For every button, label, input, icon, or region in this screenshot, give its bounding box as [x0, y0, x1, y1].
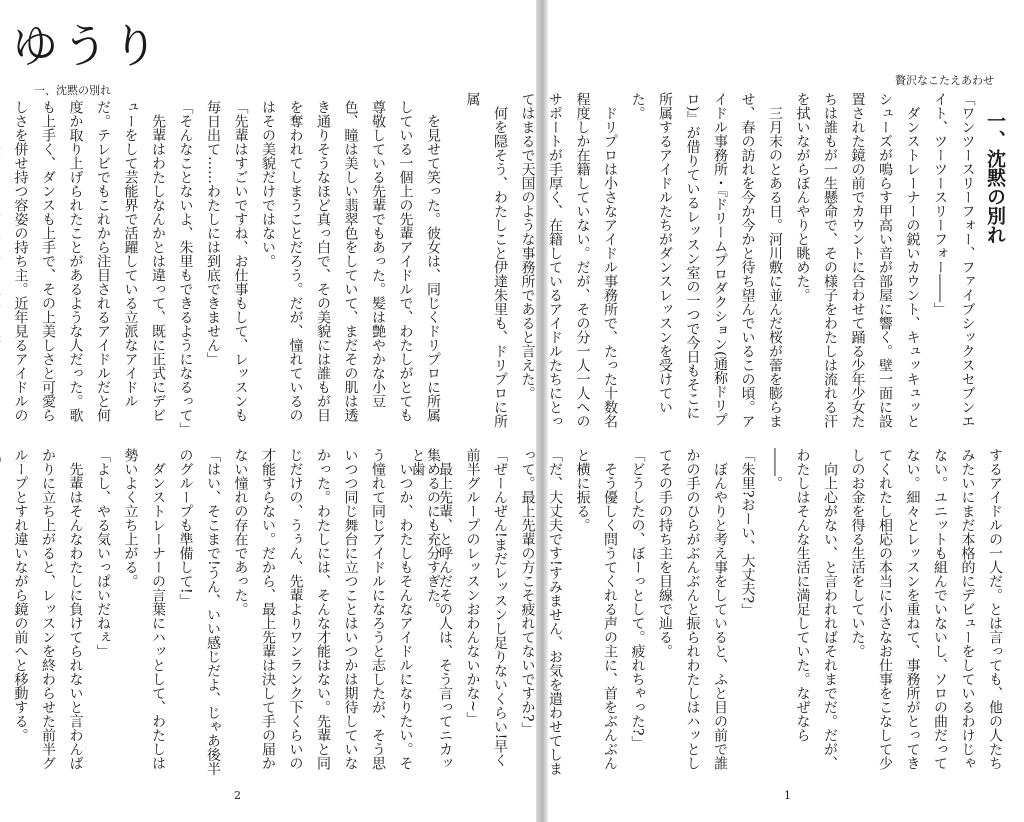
paragraph: するアイドルの一人だ。とは言っても、他の人たちみたいにまだ本格的にデビューをしているわけじゃない。ユニットも組んでいないし、ソロの曲だってない。細々とレッスンを重ねて、事務所がとってきてくれたし相応の本当に小さなお仕事をこなして少しのお金を得る生活をしていた。: [849, 448, 1003, 770]
paragraph: いつか、わたしもそんなアイドルになりたい。そう憧れて同じアイドルになろうと志したが、そう思いつつ同じ舞台に立つことはいつかは期待していなかった。わたしには、そんな才能はない。先輩と同じだけの、うぅん、先輩よりワンランク下くらいの才能すらない。だから、最上先輩は決して手の届かない憧れの存在であった。: [232, 448, 414, 770]
page-number-right: 1: [784, 789, 791, 802]
paragraph: 向上心がない、と言われればそれまでだ。だが、わたしはそんな生活に満足していた。なぜなら――。: [767, 448, 838, 770]
left-lower-text-block: [12, 448, 446, 778]
paragraph: ぼんやりと考え事をしていると、ふと目の前で誰かの手のひらがぶんぶんと振られわたしはハッとしてその手の持ち主を目線で辿る。: [657, 448, 728, 770]
paragraph: ドリプロは小さなアイドル事務所で、たった十数名程度しか在籍していない。だが、その分一人一人へのサポートが手厚く、在籍しているアイドルたちにとってはまるで天国のような事務所であると言えた。: [519, 92, 618, 428]
document-title: ゆうり: [12, 19, 162, 73]
paragraph: を見せて笑った。彼女は、同じくドリプロに所属している一個上の先輩アイドルで、わたしがとても尊敬している先輩でもあった。髪は艶やかな小豆色、瞳は美しい翡翠色をしていて、まだその肌は透き通りそうなほど真っ白で、その美貌には誰もが目を奪われてしまうことだろう。だが、憧れているのはその美貌だけではない。: [260, 100, 441, 422]
dialogue-line: 「ワンツースリーフォー、ファイブシックスセブンエイト、ツーツースリーフォー――」: [932, 92, 976, 428]
paragraph: 三月末のとある日。河川敷に並んだ桜が蕾を膨らませ、春の訪れを今か今かと待ち望んでいるこの頃。アイドル事務所・『ドリームプロダクション(通称ドリプロ)』が借りているレッスン室の一つで今日もそこに所属するアイドルたちがダンスレッスンを受けていた。: [629, 92, 783, 428]
right-upper-text-block: [464, 92, 1008, 432]
paragraph: ダンストレーナーの言葉にハッとして、わたしは勢いよく立ち上がる。: [122, 448, 166, 770]
dialogue-line: 「はい、そこまで!うん、いい感じだよ、じゃあ後半のグループも準備して!」: [177, 448, 221, 776]
paragraph: 集めるのにも充分すぎた。: [425, 448, 441, 616]
paragraph: 先輩はそんなわたしに負けてられないと言わんばかりに立ち上がると、レッスンを終わらせた前半グループとすれ違いながら鏡の前へと移動する。: [12, 448, 84, 770]
dialogue-line: 「よし、やる気いっぱいだねぇ」: [95, 448, 111, 658]
paragraph: 何を隠そう、わたしこと伊達朱里も、ドリプロに所属: [464, 92, 508, 428]
left-upper-text-block: [12, 100, 446, 436]
dialogue-line: 「朱里?おーい、大丈夫?」: [739, 448, 756, 618]
dialogue-line: 「だ、大丈夫です!すみません、お気を遣わせてしまって。最上先輩の方こそ疲れてないですか?」: [519, 448, 563, 776]
left-running-header: 一、沈黙の別れ: [34, 84, 111, 97]
paragraph: そう優しく問うてくれる声の主に、首をぶんぶんと横に振る。: [574, 448, 618, 770]
dialogue-line: 「先輩はすごいですね、お仕事もして、レッスンも毎日出て……わたしには到底できません」: [205, 100, 249, 422]
dialogue-line: 「そんなことないよ、朱里もできるようになるって」: [177, 100, 194, 436]
paragraph: ダンストレーナーの鋭いカウント、キュッキュッとシューズが鳴らす甲高い音が部屋に響く。壁一面に設置された鏡の前でカウントに合わせて踊る少年少女たちは誰もが一生懸命で、その様子をわたしは流れる汗を拭いながらぼんやりと眺めた。: [794, 92, 921, 428]
paragraph: 最上先輩、と呼んだその人は、そう言ってニカッと歯: [409, 448, 453, 770]
chapter-title: 一、沈黙の別れ: [984, 111, 1006, 244]
page-number-left: 2: [234, 789, 241, 802]
right-running-header: 贅沢なこたえあわせ: [895, 74, 994, 87]
paragraph: 先輩はわたしなんかとは違って、既に正式にデビューをして芸能界で活躍している立派なアイドルだ。テレビでもこれから注目されるアイドルだと何度か取り上げられたことがあるような人だった。歌も上手く、ダンスも上手で、その上美しさと可愛らしさを併せ持つ容姿の持ち主。近年見るアイドルの: [12, 100, 166, 422]
dialogue-line: 「どうしたの、ぼーっとして。疲れちゃった?」: [629, 448, 646, 750]
dialogue-line: 「ぜーんぜん!まだレッスンし足りないくらい!早く前半グループのレッスンおわんないかな~」: [464, 448, 508, 768]
